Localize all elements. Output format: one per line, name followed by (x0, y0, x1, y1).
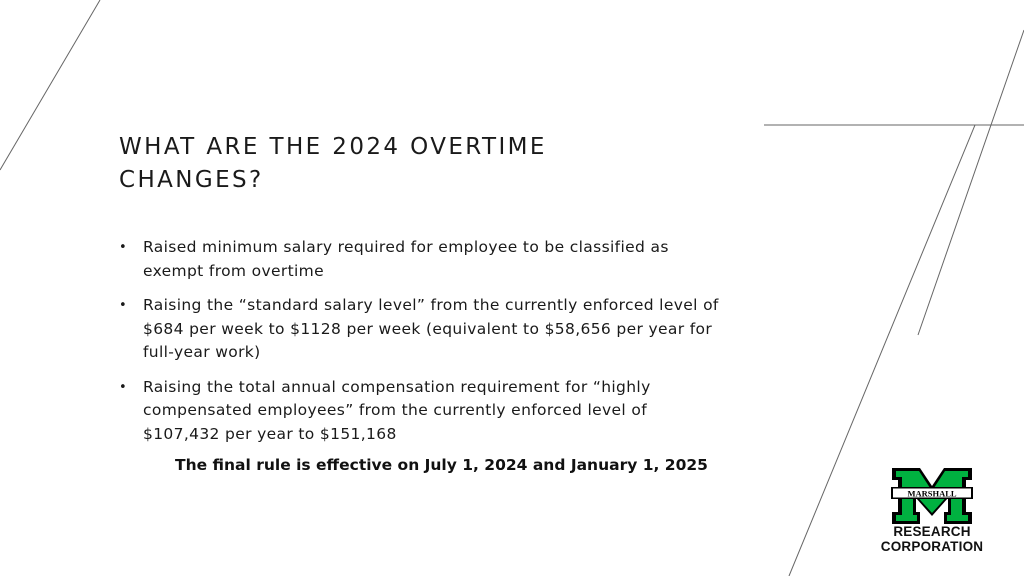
bullet-marker: • (119, 379, 128, 395)
slide-title: WHAT ARE THE 2024 OVERTIME CHANGES? (119, 134, 547, 193)
bullet-list (119, 236, 719, 457)
bullet-text: Raised minimum salary required for employee to be classified as exempt from overtime (143, 238, 669, 280)
logo-text-research: RESEARCH (893, 524, 971, 539)
bullet-marker: • (119, 240, 128, 255)
bullet-text: Raising the “standard salary level” from the currently enforced level of $684 per week to $1128 per week (equivalent to $58,656 per year for full-year work) (143, 296, 719, 361)
logo-text-corporation: CORPORATION (880, 539, 984, 554)
diagonal-line-top-left (0, 0, 100, 170)
bullet-item (119, 236, 719, 283)
bullet-text: Raising the total annual compensation requirement for “highly compensated employees” from the currently enforced level of $107,432 per year to $151,168 (143, 377, 651, 443)
effective-date-note: The final rule is effective on July 1, 2024 and January 1, 2025 (175, 456, 708, 474)
bullet-item (119, 376, 719, 447)
bullet-item (119, 294, 719, 365)
marshall-m-emblem (890, 468, 974, 524)
diagonal-line-right-upper (918, 30, 1024, 335)
emblem-banner-text: MARSHALL (907, 488, 957, 499)
bullet-marker: • (119, 298, 128, 313)
marshall-research-logo (872, 468, 992, 554)
